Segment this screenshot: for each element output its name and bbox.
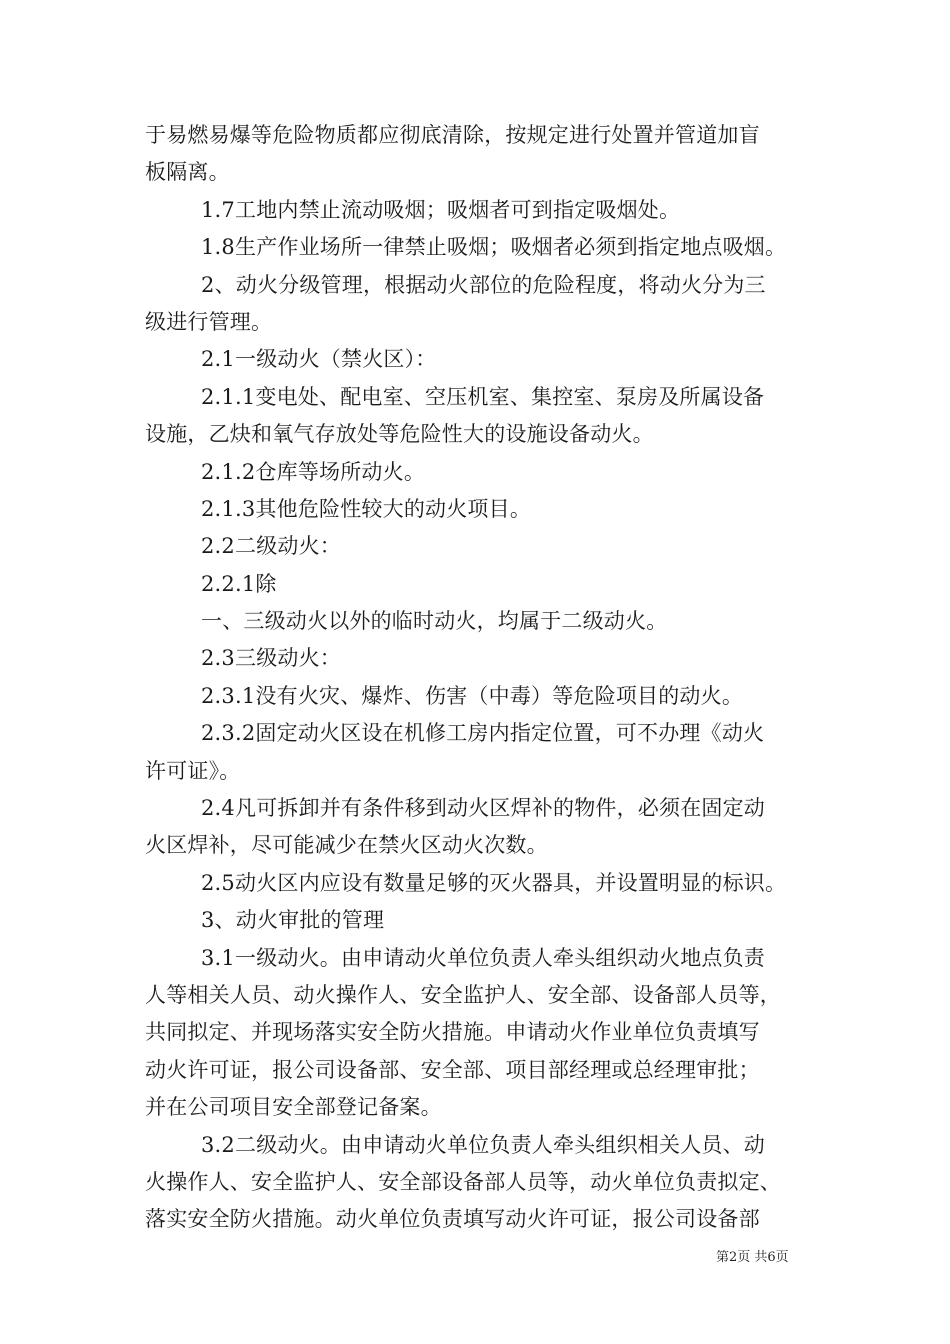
paragraph-line: 2.2.1除	[201, 571, 277, 596]
paragraph-line: 2.3.2固定动火区设在机修工房内指定位置，可不办理《动火	[201, 721, 765, 746]
paragraph-line: 2.1.3其他危险性较大的动火项目。	[201, 496, 532, 521]
paragraph-line: 火区焊补，尽可能减少在禁火区动火次数。	[145, 833, 548, 858]
paragraph-line: 3、动火审批的管理	[201, 908, 385, 933]
document-body	[145, 117, 815, 1239]
paragraph-line: 设施，乙炔和氧气存放处等危险性大的设施设备动火。	[145, 422, 654, 447]
paragraph-line: 2.1.1变电处、配电室、空压机室、集控室、泵房及所属设备	[201, 384, 765, 409]
paragraph-line: 1.8生产作业场所一律禁止吸烟；吸烟者必须到指定地点吸烟。	[201, 235, 787, 260]
paragraph-line: 2.1一级动火（禁火区）：	[201, 347, 437, 372]
paragraph-line: 2、动火分级管理，根据动火部位的危险程度，将动火分为三	[201, 272, 766, 297]
paragraph-line: 1.7工地内禁止流动吸烟；吸烟者可到指定吸烟处。	[201, 197, 681, 222]
paragraph-line: 许可证》。	[145, 758, 241, 783]
paragraph-line: 2.5动火区内应设有数量足够的灭火器具，并设置明显的标识。	[201, 870, 787, 895]
paragraph-line: 板隔离。	[145, 160, 230, 185]
paragraph-line: 2.3三级动火：	[201, 646, 341, 671]
paragraph-line: 级进行管理。	[145, 309, 273, 334]
paragraph-line: 2.2二级动火：	[201, 534, 341, 559]
paragraph-line: 人等相关人员、动火操作人、安全监护人、安全部、设备部人员等，	[145, 982, 781, 1007]
paragraph-line: 3.1一级动火。由申请动火单位负责人牵头组织动火地点负责	[201, 945, 765, 970]
paragraph-line: 一、三级动火以外的临时动火，均属于二级动火。	[201, 609, 668, 634]
paragraph-line: 2.4凡可拆卸并有条件移到动火区焊补的物件，必须在固定动	[201, 796, 765, 821]
paragraph-line: 落实安全防火措施。动火单位负责填写动火许可证，报公司设备部	[145, 1207, 760, 1232]
paragraph-line: 共同拟定、并现场落实安全防火措施。申请动火作业单位负责填写	[145, 1020, 760, 1045]
paragraph-line: 火操作人、安全监护人、安全部设备部人员等，动火单位负责拟定、	[145, 1169, 781, 1194]
paragraph-line: 2.1.2仓库等场所动火。	[201, 459, 426, 484]
paragraph-line: 动火许可证，报公司设备部、安全部、项目部经理或总经理审批；	[145, 1057, 760, 1082]
paragraph-line: 2.3.1没有火灾、爆炸、伤害（中毒）等危险项目的动火。	[201, 683, 744, 708]
paragraph-line: 并在公司项目安全部登记备案。	[145, 1095, 442, 1120]
paragraph-line: 于易燃易爆等危险物质都应彻底清除，按规定进行处置并管道加盲	[145, 123, 760, 147]
page-number: 第2页 共6页	[716, 1250, 789, 1265]
paragraph-line: 3.2二级动火。由申请动火单位负责人牵头组织相关人员、动	[201, 1132, 765, 1157]
